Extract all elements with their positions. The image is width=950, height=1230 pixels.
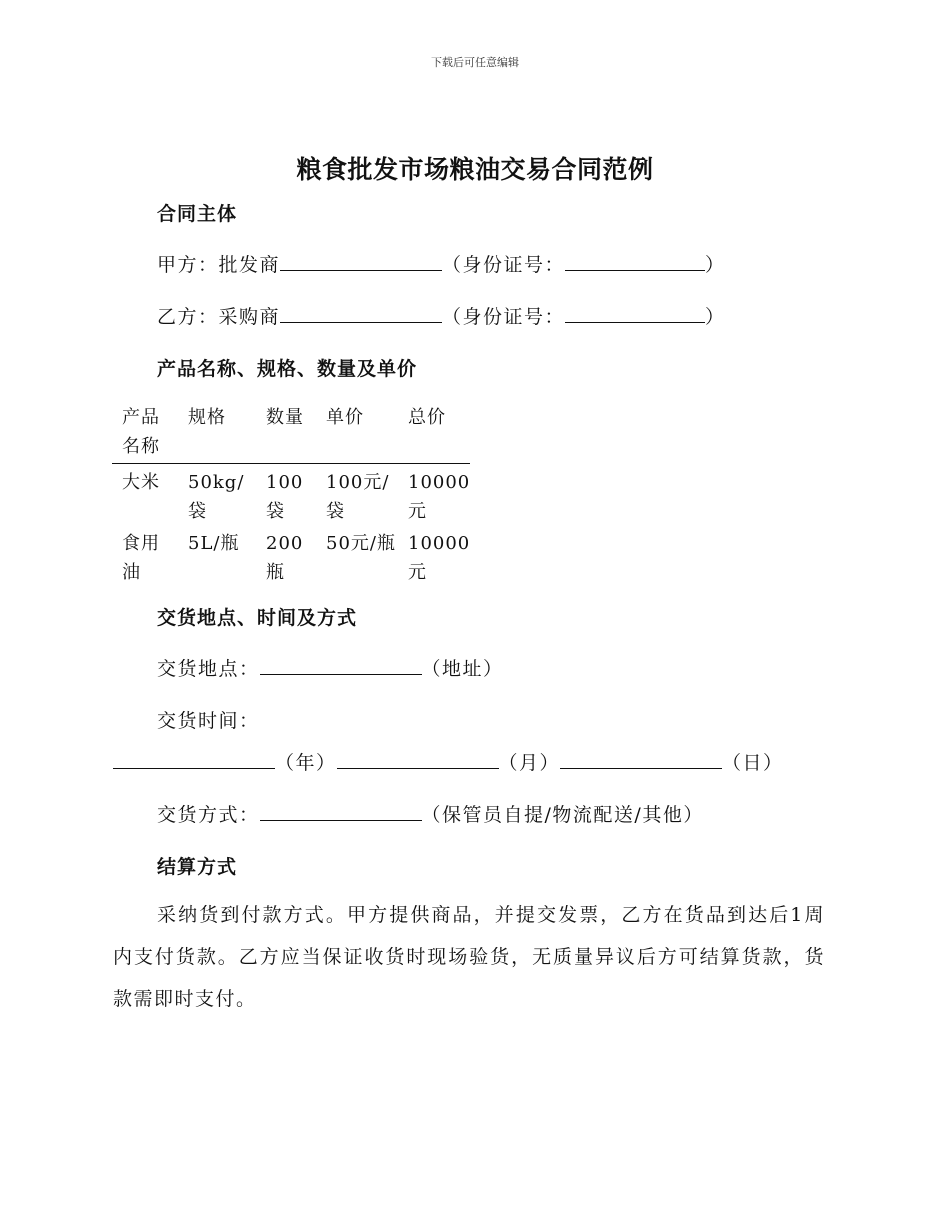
delivery-year-suffix: （年） (275, 752, 337, 774)
party-b-name-blank[interactable] (280, 302, 442, 323)
party-b-id-label: （身份证号： (442, 306, 566, 328)
party-a-line (157, 250, 726, 277)
table-cell: 大米 (122, 472, 160, 493)
delivery-method-line (157, 800, 704, 827)
delivery-place-blank[interactable] (260, 654, 422, 675)
product-table-header-row (112, 403, 470, 464)
column-header-total-price: 总价 (398, 403, 470, 464)
party-a-id-blank[interactable] (565, 250, 705, 271)
delivery-method-suffix: （保管员自提/物流配送/其他） (421, 804, 704, 826)
delivery-time-label-line (157, 706, 260, 733)
delivery-year-blank[interactable] (113, 748, 275, 769)
settlement-paragraph: 采纳货到付款方式。甲方提供商品，并提交发票，乙方在货品到达后1周内支付货款。乙方应当保证收货时现场验货，无质量异议后方可结算货款，货款需即时支付。 (113, 904, 825, 1010)
table-cell: 10000元 (408, 533, 471, 583)
delivery-place-line (157, 654, 504, 681)
party-a-close: ） (705, 254, 726, 276)
column-header-spec: 规格 (178, 403, 256, 464)
column-header-quantity: 数量 (256, 403, 316, 464)
product-table (112, 403, 470, 590)
party-b-line (157, 302, 726, 329)
party-b-close: ） (705, 306, 726, 328)
delivery-date-line (113, 748, 784, 775)
delivery-month-blank[interactable] (337, 748, 499, 769)
table-cell: 100元/袋 (326, 472, 390, 522)
delivery-day-blank[interactable] (560, 748, 722, 769)
section-heading-products: 产品名称、规格、数量及单价 (157, 358, 418, 380)
table-cell: 50kg/袋 (188, 472, 245, 522)
table-cell: 200瓶 (266, 533, 304, 583)
table-cell: 50元/瓶 (326, 533, 396, 554)
delivery-month-suffix: （月） (498, 752, 561, 774)
party-a-id-label: （身份证号： (442, 254, 566, 276)
table-cell: 食用油 (122, 533, 160, 583)
section-heading-delivery: 交货地点、时间及方式 (157, 607, 358, 629)
delivery-day-suffix: （日） (722, 752, 784, 774)
section-heading-settlement: 结算方式 (157, 856, 238, 878)
section-heading-parties: 合同主体 (157, 203, 238, 225)
delivery-method-blank[interactable] (260, 800, 422, 821)
table-cell: 100袋 (266, 472, 304, 522)
table-cell: 10000元 (408, 472, 471, 522)
party-a-name-blank[interactable] (280, 250, 442, 271)
party-b-id-blank[interactable] (565, 302, 705, 323)
party-b-label: 乙方：采购商 (157, 306, 281, 328)
column-header-product-name: 产品名称 (112, 403, 178, 464)
table-row (112, 464, 470, 530)
column-header-unit-price: 单价 (316, 403, 398, 464)
document-title: 粮食批发市场粮油交易合同范例 (296, 155, 654, 184)
table-cell: 5L/瓶 (188, 533, 240, 554)
table-row (112, 529, 470, 590)
header-note: 下载后可任意编辑 (431, 56, 519, 69)
delivery-place-label: 交货地点： (157, 658, 260, 680)
party-a-label: 甲方：批发商 (157, 254, 281, 276)
delivery-time-label: 交货时间： (157, 710, 260, 732)
delivery-method-label: 交货方式： (157, 804, 260, 826)
delivery-place-suffix: （地址） (421, 658, 504, 680)
